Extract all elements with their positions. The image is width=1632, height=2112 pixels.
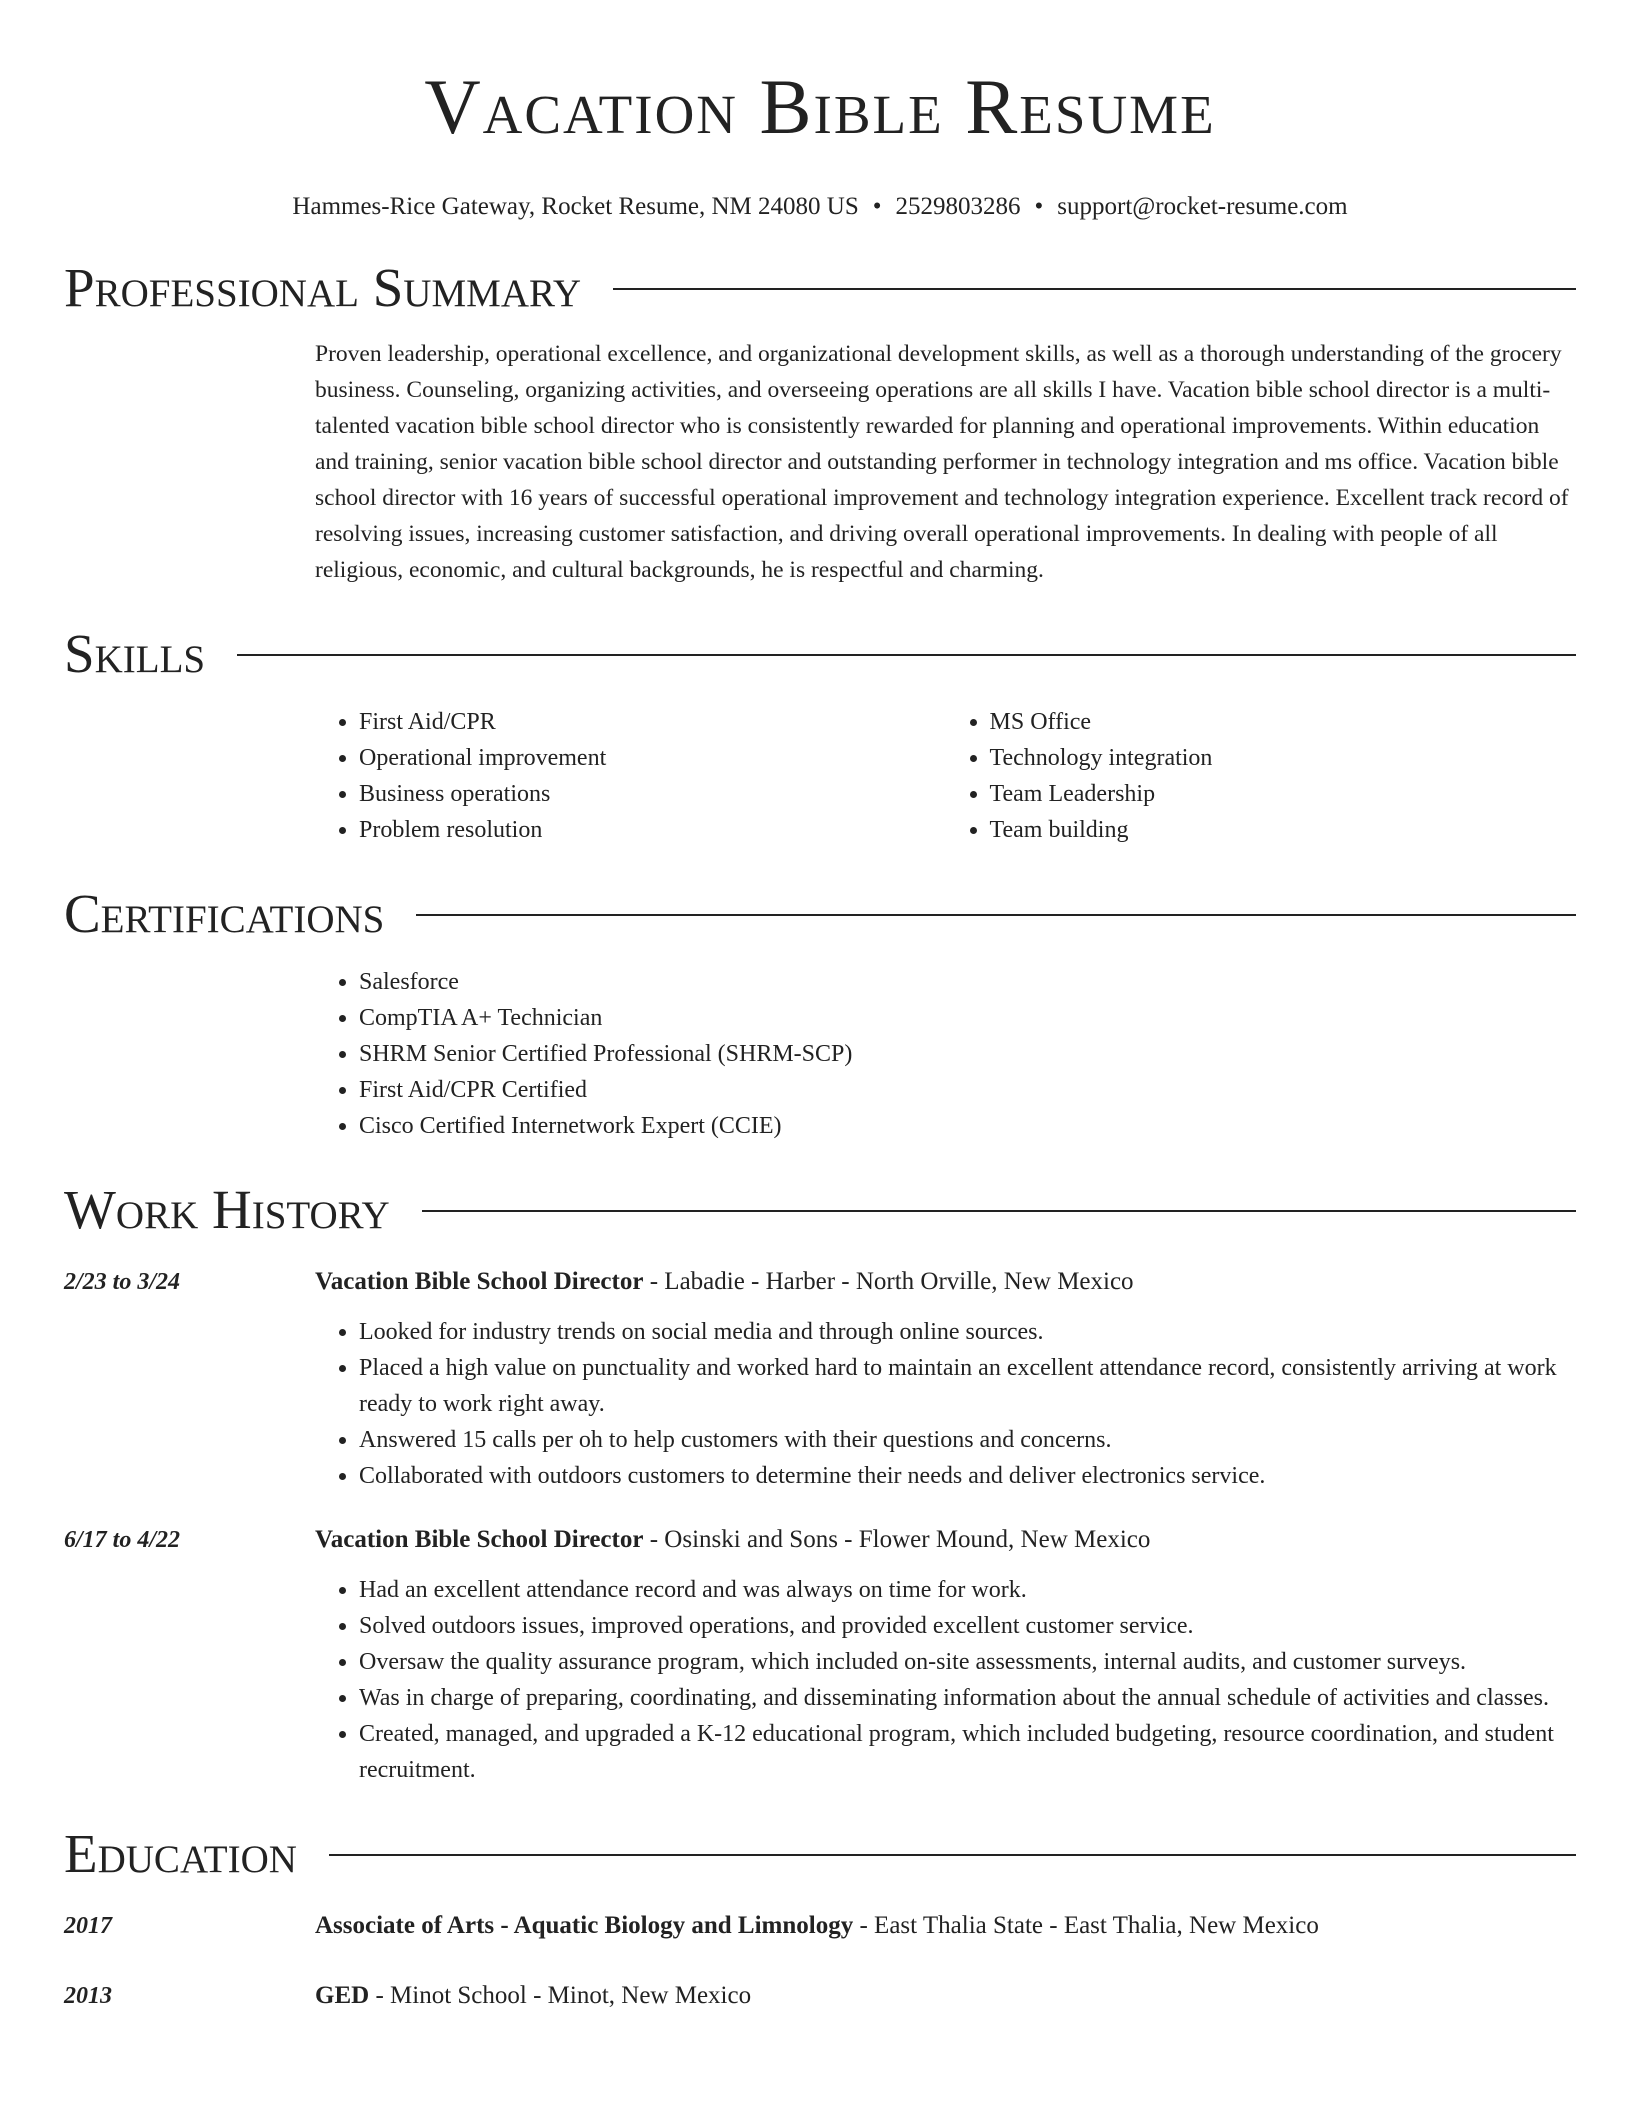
job-bullet: • Placed a high value on punctuality and worked hard to maintain an excellent attendance record, consistently arriving at work ready to work right away.	[359, 1350, 1576, 1422]
job-header	[64, 1264, 1576, 1300]
education-degree: Associate of Arts - Aquatic Biology and Limnology	[315, 1912, 854, 1939]
skill-item: • MS Office	[990, 704, 1577, 740]
education-year: 2017	[64, 1913, 112, 1939]
certifications-bullets	[315, 964, 1576, 1144]
certifications-section-header	[64, 882, 1576, 946]
job-bullet: • Answered 15 calls per oh to help customers with their questions and concerns.	[359, 1422, 1576, 1458]
section-divider	[416, 914, 1576, 916]
certifications-heading: Certifications	[64, 883, 385, 944]
job-bullet: • Created, managed, and upgraded a K-12 educational program, which included budgeting, resource coordination, and student recruitment.	[359, 1716, 1576, 1788]
summary-heading: Professional Summary	[64, 257, 582, 318]
contact-email: support@rocket-resume.com	[1057, 193, 1348, 220]
skill-item: • First Aid/CPR	[359, 704, 946, 740]
skill-item: • Team building	[990, 812, 1577, 848]
education-heading: Education	[64, 1823, 297, 1884]
job-header	[64, 1522, 1576, 1558]
education-line	[315, 1978, 751, 2014]
contact-address: Hammes-Rice Gateway, Rocket Resume, NM 24080 US	[292, 193, 859, 220]
section-divider	[422, 1210, 1576, 1212]
summary-text: Proven leadership, operational excellence, and organizational development skills, as well as a thorough understanding of the grocery business. Counseling, organizing activities, and overseeing operations are all skills I have. Vacation bible school director is a multi-talented vacation bible school director who is consistently rewarded for planning and operational improvements. Within education and training, senior vacation bible school director and outstanding performer in technology integration and ms office. Vacation bible school director with 16 years of successful operational improvement and technology integration experience. Excellent track record of resolving issues, increasing customer satisfaction, and driving overall operational improvements. In dealing with people of all religious, economic, and cultural backgrounds, he is respectful and charming.	[315, 341, 1569, 583]
job-bullets	[315, 1572, 1576, 1788]
skills-section-header	[64, 622, 1576, 686]
education-details: - East Thalia State - East Thalia, New Mexico	[853, 1912, 1319, 1939]
job-bullet: • Solved outdoors issues, improved operations, and provided excellent customer service.	[359, 1608, 1576, 1644]
skills-heading: Skills	[64, 623, 206, 684]
job-title-line	[315, 1522, 1150, 1558]
job-title: Vacation Bible School Director	[315, 1268, 644, 1295]
skills-list-right	[946, 704, 1577, 848]
education-section-header	[64, 1822, 1576, 1886]
education-year: 2013	[64, 1983, 112, 2009]
job-bullet-list	[315, 1314, 1576, 1494]
job-bullet: • Had an excellent attendance record and was always on time for work.	[359, 1572, 1576, 1608]
certifications-list	[315, 964, 1576, 1144]
skill-item: • Operational improvement	[359, 740, 946, 776]
job-bullet: • Oversaw the quality assurance program, which included on-site assessments, internal audits, and customer surveys.	[359, 1644, 1576, 1680]
contact-separator: •	[1034, 193, 1044, 220]
resume-name: Vacation Bible Resume	[424, 63, 1216, 150]
section-divider	[237, 654, 1576, 656]
job-bullet: • Was in charge of preparing, coordinating, and disseminating information about the annual schedule of activities and classes.	[359, 1680, 1576, 1716]
education-degree: GED	[315, 1982, 370, 2009]
certification-item: • First Aid/CPR Certified	[359, 1072, 1576, 1108]
contact-line	[64, 192, 1576, 222]
education-details: - Minot School - Minot, New Mexico	[369, 1982, 752, 2009]
job-title: Vacation Bible School Director	[315, 1526, 644, 1553]
job-bullet: • Looked for industry trends on social media and through online sources.	[359, 1314, 1576, 1350]
certification-item: • Salesforce	[359, 964, 1576, 1000]
job-details: - Labadie - Harber - North Orville, New Mexico	[643, 1268, 1134, 1295]
certification-item: • SHRM Senior Certified Professional (SHRM-SCP)	[359, 1036, 1576, 1072]
skills-list-left	[315, 704, 946, 848]
job-dates: 6/17 to 4/22	[64, 1527, 181, 1553]
summary-section-header	[64, 256, 1576, 320]
education-entry	[64, 1978, 1576, 2014]
contact-phone: 2529803286	[895, 193, 1021, 220]
job-bullets	[315, 1314, 1576, 1494]
job-bullet: • Collaborated with outdoors customers to determine their needs and deliver electronics service.	[359, 1458, 1576, 1494]
skills-grid	[315, 704, 1576, 848]
job-bullet-list	[315, 1572, 1576, 1788]
certification-item: • CompTIA A+ Technician	[359, 1000, 1576, 1036]
skill-item: • Problem resolution	[359, 812, 946, 848]
education-entry	[64, 1908, 1576, 1944]
certification-item: • Cisco Certified Internetwork Expert (CCIE)	[359, 1108, 1576, 1144]
job-details: - Osinski and Sons - Flower Mound, New Mexico	[643, 1526, 1151, 1553]
skill-item: • Technology integration	[990, 740, 1577, 776]
job-title-line	[315, 1264, 1134, 1300]
work-section-header	[64, 1178, 1576, 1242]
section-divider	[613, 288, 1576, 290]
job-entry	[64, 1522, 1576, 1788]
education-line	[315, 1908, 1319, 1944]
skill-item: • Team Leadership	[990, 776, 1577, 812]
job-dates: 2/23 to 3/24	[64, 1269, 181, 1295]
work-heading: Work History	[64, 1179, 390, 1240]
job-entry	[64, 1264, 1576, 1494]
contact-separator: •	[872, 193, 882, 220]
section-divider	[329, 1854, 1576, 1856]
skill-item: • Business operations	[359, 776, 946, 812]
